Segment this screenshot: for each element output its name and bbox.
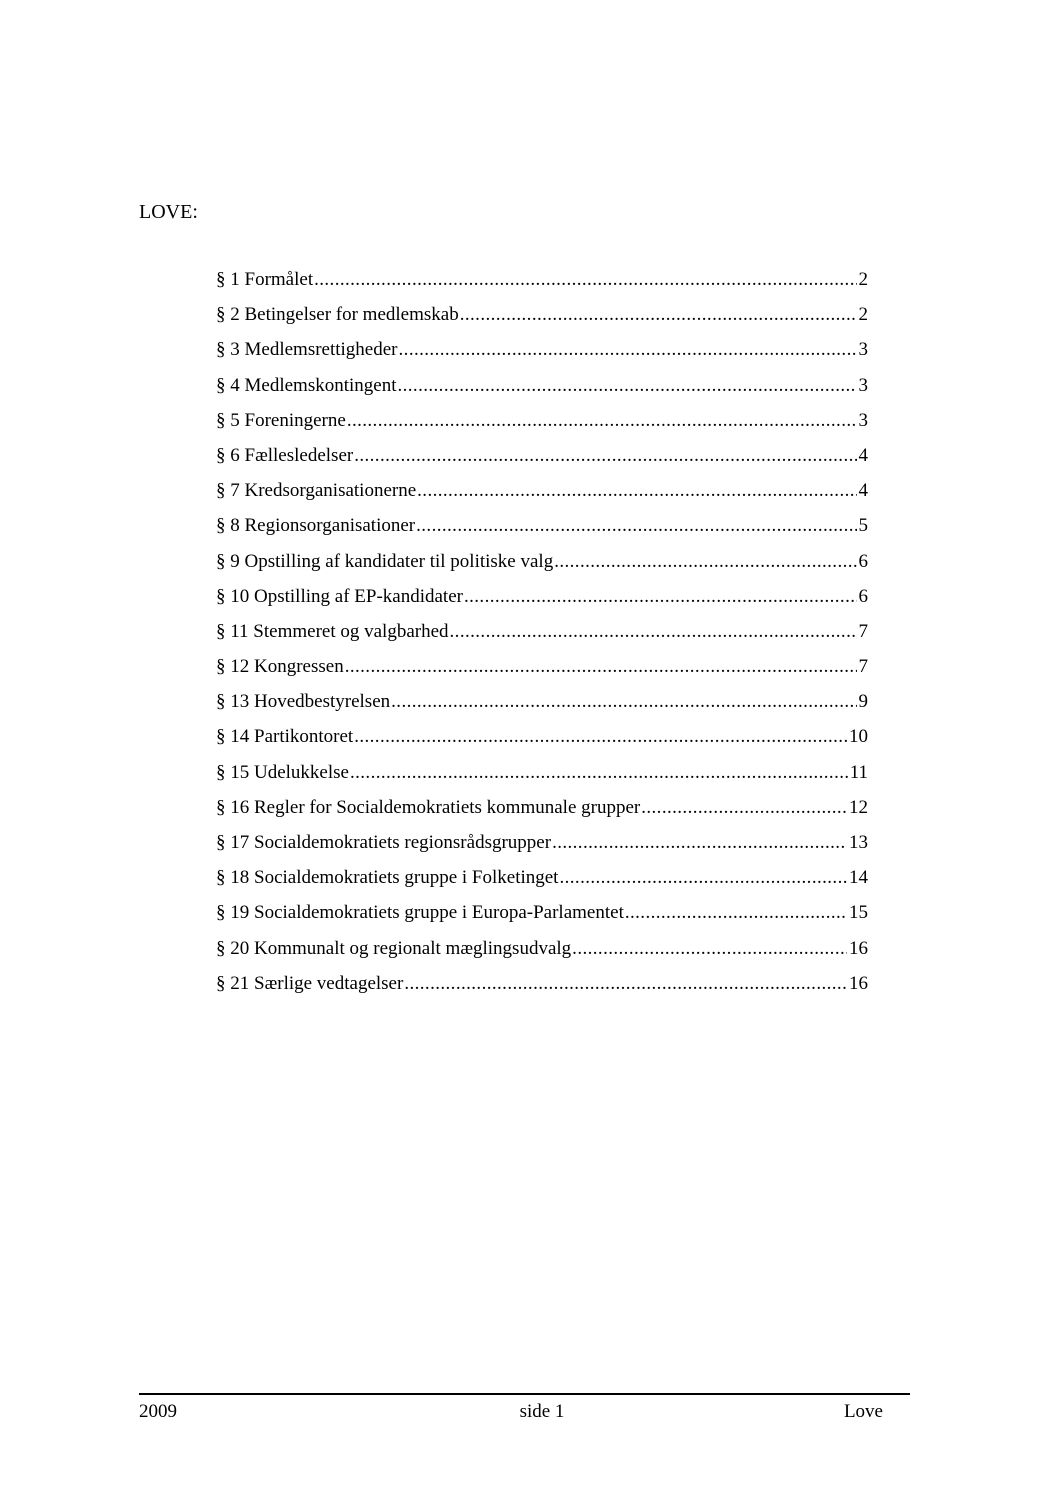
footer-divider xyxy=(139,1393,910,1395)
toc-dot-leader xyxy=(347,406,857,436)
toc-entry-8[interactable] xyxy=(216,511,868,546)
toc-entry-2[interactable] xyxy=(216,300,868,335)
toc-entry-label: § 6 Fællesledelser xyxy=(216,444,354,466)
footer-section: Love xyxy=(843,1401,883,1422)
toc-entry-label: § 20 Kommunalt og regionalt mæglingsudvalg xyxy=(216,937,572,959)
toc-entry-15[interactable] xyxy=(216,758,868,793)
toc-entry-17[interactable] xyxy=(216,828,868,863)
toc-entry-1[interactable] xyxy=(216,265,868,300)
toc-entry-7[interactable] xyxy=(216,476,868,511)
toc-entry-label: § 21 Særlige vedtagelser xyxy=(216,972,404,994)
toc-entry-page: 3 xyxy=(858,409,868,431)
toc-entry-label: § 10 Opstilling af EP-kandidater xyxy=(216,585,463,607)
toc-entry-16[interactable] xyxy=(216,793,868,828)
toc-entry-13[interactable] xyxy=(216,687,868,722)
toc-dot-leader xyxy=(399,335,857,365)
toc-entry-label: § 18 Socialdemokratiets gruppe i Folketinget xyxy=(216,867,559,889)
footer-page-number: side 1 xyxy=(519,1401,565,1422)
toc-entry-18[interactable] xyxy=(216,863,868,898)
toc-entry-page: 12 xyxy=(849,796,868,818)
toc-dot-leader xyxy=(641,793,847,823)
toc-entry-14[interactable] xyxy=(216,722,868,757)
page-footer xyxy=(139,1399,883,1425)
toc-entry-9[interactable] xyxy=(216,547,868,582)
toc-entry-label: § 16 Regler for Socialdemokratiets kommunale grupper xyxy=(216,796,641,818)
toc-dot-leader xyxy=(354,441,856,471)
toc-entry-label: § 12 Kongressen xyxy=(216,656,344,678)
toc-entry-page: 6 xyxy=(858,550,868,572)
toc-entry-19[interactable] xyxy=(216,898,868,933)
toc-dot-leader xyxy=(464,582,857,612)
toc-entry-label: § 4 Medlemskontingent xyxy=(216,374,397,396)
toc-entry-3[interactable] xyxy=(216,335,868,370)
toc-entry-page: 3 xyxy=(858,374,868,396)
toc-dot-leader xyxy=(391,687,856,717)
toc-dot-leader xyxy=(460,300,857,330)
toc-entry-6[interactable] xyxy=(216,441,868,476)
toc-entry-label: § 3 Medlemsrettigheder xyxy=(216,339,398,361)
toc-entry-label: § 11 Stemmeret og valgbarhed xyxy=(216,620,449,642)
toc-entry-11[interactable] xyxy=(216,617,868,652)
toc-dot-leader xyxy=(552,828,847,858)
page-heading: LOVE: xyxy=(139,201,198,223)
toc-dot-leader xyxy=(404,969,847,999)
toc-dot-leader xyxy=(572,934,847,964)
toc-entry-page: 9 xyxy=(858,691,868,713)
toc-entry-page: 16 xyxy=(849,972,868,994)
toc-entry-12[interactable] xyxy=(216,652,868,687)
toc-dot-leader xyxy=(417,476,856,506)
toc-entry-page: 2 xyxy=(858,304,868,326)
toc-entry-page: 2 xyxy=(858,269,868,290)
toc-dot-leader xyxy=(345,652,857,682)
toc-entry-label: § 13 Hovedbestyrelsen xyxy=(216,691,391,713)
toc-entry-page: 7 xyxy=(858,620,868,642)
toc-entry-page: 3 xyxy=(858,339,868,361)
toc-entry-label: § 17 Socialdemokratiets regionsrådsgrupper xyxy=(216,832,552,853)
toc-entry-5[interactable] xyxy=(216,406,868,441)
toc-entry-page: 4 xyxy=(858,444,868,466)
toc-entry-label: § 5 Foreningerne xyxy=(216,409,346,431)
toc-dot-leader xyxy=(350,758,848,788)
toc-entry-page: 15 xyxy=(849,902,868,924)
toc-entry-20[interactable] xyxy=(216,934,868,969)
toc-entry-page: 16 xyxy=(849,937,868,959)
toc-entry-label: § 8 Regionsorganisationer xyxy=(216,515,416,537)
toc-dot-leader xyxy=(554,547,856,577)
toc-entry-page: 10 xyxy=(849,726,868,748)
toc-entry-label: § 19 Socialdemokratiets gruppe i Europa-Parlamentet xyxy=(216,902,624,924)
toc-dot-leader xyxy=(450,617,857,647)
toc-entry-label: § 15 Udelukkelse xyxy=(216,761,349,783)
toc-dot-leader xyxy=(416,511,856,541)
toc-entry-page: 13 xyxy=(849,832,868,853)
toc-entry-label: § 14 Partikontoret xyxy=(216,726,354,748)
toc-entry-label: § 1 Formålet xyxy=(216,269,314,290)
toc-dot-leader xyxy=(397,371,856,401)
toc-entry-4[interactable] xyxy=(216,371,868,406)
toc-entry-label: § 2 Betingelser for medlemskab xyxy=(216,304,459,326)
toc-entry-page: 7 xyxy=(858,656,868,678)
toc-entry-page: 11 xyxy=(849,761,868,783)
toc-entry-page: 6 xyxy=(858,585,868,607)
toc-dot-leader xyxy=(559,863,847,893)
toc-dot-leader xyxy=(354,722,847,752)
toc-entry-label: § 9 Opstilling af kandidater til politiske valg xyxy=(216,550,554,572)
toc-entry-10[interactable] xyxy=(216,582,868,617)
toc-dot-leader xyxy=(314,265,856,295)
footer-year: 2009 xyxy=(139,1401,177,1422)
toc-entry-21[interactable] xyxy=(216,969,868,1004)
toc-dot-leader xyxy=(625,898,847,928)
table-of-contents xyxy=(216,265,868,1004)
toc-entry-page: 14 xyxy=(849,867,868,889)
toc-entry-label: § 7 Kredsorganisationerne xyxy=(216,480,417,502)
toc-entry-page: 4 xyxy=(858,480,868,502)
toc-entry-page: 5 xyxy=(858,515,868,537)
